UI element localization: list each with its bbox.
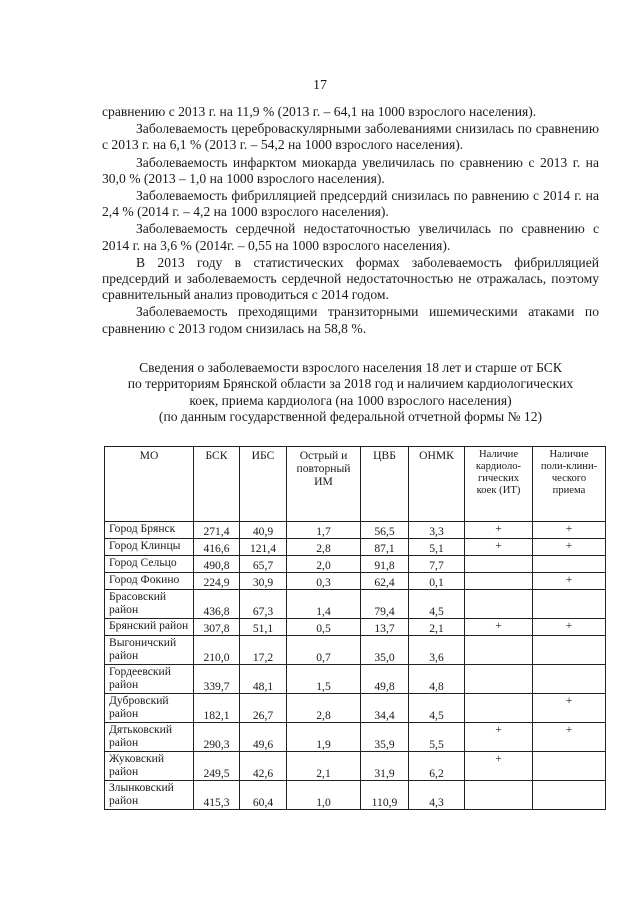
table-cell: + (533, 522, 606, 539)
table-cell: 1,0 (287, 781, 361, 810)
table-cell: + (465, 522, 533, 539)
row-label: Жуковский район (105, 752, 194, 781)
table-cell (465, 781, 533, 810)
table-body (105, 522, 606, 810)
row-label: Дубровский район (105, 694, 194, 723)
table-cell: 2,1 (287, 752, 361, 781)
table-cell: 2,0 (287, 556, 361, 573)
row-label: Город Фокино (105, 573, 194, 590)
table-cell: + (533, 619, 606, 636)
table-row (105, 522, 606, 539)
table-cell: 1,4 (287, 590, 361, 619)
body-text (102, 104, 599, 338)
column-header: Наличие кардиоло-гических коек (ИТ) (465, 447, 533, 522)
table-cell (465, 636, 533, 665)
table-cell: 2,8 (287, 539, 361, 556)
table-cell (465, 556, 533, 573)
table-cell: 1,9 (287, 723, 361, 752)
table-cell: 4,3 (409, 781, 465, 810)
table-cell: 49,6 (240, 723, 287, 752)
table-cell: 0,7 (287, 636, 361, 665)
table-cell: 210,0 (194, 636, 240, 665)
column-header: ОНМК (409, 447, 465, 522)
table-cell (465, 573, 533, 590)
table-cell: + (465, 539, 533, 556)
table-cell: 3,3 (409, 522, 465, 539)
table-cell: + (465, 752, 533, 781)
table-cell: 271,4 (194, 522, 240, 539)
column-header: ЦВБ (361, 447, 409, 522)
table-cell: 0,5 (287, 619, 361, 636)
table-row (105, 573, 606, 590)
table-cell: 2,8 (287, 694, 361, 723)
row-label: Злынковский район (105, 781, 194, 810)
table-cell: 2,1 (409, 619, 465, 636)
table-cell: 4,8 (409, 665, 465, 694)
table-cell: 0,1 (409, 573, 465, 590)
table-row (105, 619, 606, 636)
column-header: ИБС (240, 447, 287, 522)
table-cell: + (533, 573, 606, 590)
table-cell: 35,9 (361, 723, 409, 752)
table-cell (465, 590, 533, 619)
table-row (105, 590, 606, 619)
table-cell: 416,6 (194, 539, 240, 556)
column-header: БСК (194, 447, 240, 522)
table-cell (533, 781, 606, 810)
table-header-row (105, 447, 606, 522)
table-cell: 17,2 (240, 636, 287, 665)
table-cell: + (465, 723, 533, 752)
table-cell: 65,7 (240, 556, 287, 573)
row-label: Выгоничский район (105, 636, 194, 665)
table-cell: 1,5 (287, 665, 361, 694)
table-row (105, 723, 606, 752)
table-cell: 4,5 (409, 694, 465, 723)
table-cell: 79,4 (361, 590, 409, 619)
table-cell: 51,1 (240, 619, 287, 636)
table-row (105, 694, 606, 723)
table-cell: + (533, 694, 606, 723)
table-cell (533, 752, 606, 781)
paragraph: Заболеваемость цереброваскулярными заболеваниями снизилась по сравнению с 2013 г. на 6,1 % (2013 г. – 54,2 на 1000 взрослого населения). (102, 121, 599, 153)
table-cell: + (533, 723, 606, 752)
row-label: Брасовский район (105, 590, 194, 619)
table-cell: 35,0 (361, 636, 409, 665)
table-cell: 290,3 (194, 723, 240, 752)
paragraph: Заболеваемость сердечной недостаточностью увеличилась по сравнению с 2014 г. на 3,6 % (2014г. – 0,55 на 1000 взрослого населения). (102, 221, 599, 253)
table-cell: 5,1 (409, 539, 465, 556)
table-cell: 415,3 (194, 781, 240, 810)
table-cell: 30,9 (240, 573, 287, 590)
morbidity-table (104, 446, 606, 810)
column-header: Острый и повторный ИМ (287, 447, 361, 522)
table-cell: 4,5 (409, 590, 465, 619)
table-cell: 224,9 (194, 573, 240, 590)
column-header: МО (105, 447, 194, 522)
paragraph: Заболеваемость преходящими транзиторными ишемическими атаками по сравнению с 2013 годом снизилась на 58,8 %. (102, 304, 599, 336)
table-row (105, 556, 606, 573)
table-cell: 6,2 (409, 752, 465, 781)
table-row (105, 665, 606, 694)
table-cell: 436,8 (194, 590, 240, 619)
paragraph: В 2013 году в статистических формах заболеваемость фибрилляцией предсердий и заболеваемость сердечной недостаточностью не отражалась, поэтому сравнительный анализ проводиться с 2014 годом. (102, 254, 599, 303)
table-cell: 60,4 (240, 781, 287, 810)
table-cell: 49,8 (361, 665, 409, 694)
caption-line: по территориям Брянской области за 2018 год и наличием кардиологических (127, 376, 574, 392)
row-label: Гордеевский район (105, 665, 194, 694)
table-cell: + (465, 619, 533, 636)
table-cell: 87,1 (361, 539, 409, 556)
caption-line: (по данным государственной федеральной отчетной формы № 12) (158, 409, 543, 425)
table-cell: 48,1 (240, 665, 287, 694)
row-label: Город Клинцы (105, 539, 194, 556)
column-header: Наличие поли-клини-ческого приема (533, 447, 606, 522)
table-cell: 34,4 (361, 694, 409, 723)
table-caption (102, 360, 599, 426)
row-label: Город Сельцо (105, 556, 194, 573)
table-cell: 249,5 (194, 752, 240, 781)
row-label: Брянский район (105, 619, 194, 636)
row-label: Город Брянск (105, 522, 194, 539)
table-cell: 40,9 (240, 522, 287, 539)
table-cell: 91,8 (361, 556, 409, 573)
table-cell: 26,7 (240, 694, 287, 723)
table-cell: 7,7 (409, 556, 465, 573)
paragraph: Заболеваемость фибрилляцией предсердий снизилась по равнению с 2014 г. на 2,4 % (2014 г. – 4,2 на 1000 взрослого населения). (102, 188, 599, 220)
table-row (105, 781, 606, 810)
table-cell (533, 636, 606, 665)
table-cell: 307,8 (194, 619, 240, 636)
caption-line: коек, приема кардиолога (на 1000 взрослого населения) (189, 392, 512, 408)
paragraph: Заболеваемость инфарктом миокарда увеличилась по сравнению с 2013 г. на 30,0 % (2013 – 1,0 на 1000 взрослого населения). (102, 154, 599, 186)
table-cell: 490,8 (194, 556, 240, 573)
paragraph: сравнению с 2013 г. на 11,9 % (2013 г. – 64,1 на 1000 взрослого населения). (102, 104, 537, 119)
caption-line: Сведения о заболеваемости взрослого населения 18 лет и старше от БСК (139, 360, 562, 375)
page-number: 17 (313, 78, 327, 93)
table-cell: 31,9 (361, 752, 409, 781)
table-cell: 56,5 (361, 522, 409, 539)
table-cell: 0,3 (287, 573, 361, 590)
table-cell: 62,4 (361, 573, 409, 590)
table-cell (465, 665, 533, 694)
table-cell: 1,7 (287, 522, 361, 539)
table-cell (533, 556, 606, 573)
table-row (105, 539, 606, 556)
table-cell: 67,3 (240, 590, 287, 619)
table-cell: 3,6 (409, 636, 465, 665)
table-row (105, 752, 606, 781)
table-cell: 182,1 (194, 694, 240, 723)
table-cell: 5,5 (409, 723, 465, 752)
table-cell: 110,9 (361, 781, 409, 810)
table-cell: 13,7 (361, 619, 409, 636)
table-cell (533, 590, 606, 619)
table-cell (465, 694, 533, 723)
row-label: Дятьковский район (105, 723, 194, 752)
table-cell: 339,7 (194, 665, 240, 694)
table-cell (533, 665, 606, 694)
table-cell: + (533, 539, 606, 556)
table-cell: 42,6 (240, 752, 287, 781)
table-row (105, 636, 606, 665)
table-cell: 121,4 (240, 539, 287, 556)
